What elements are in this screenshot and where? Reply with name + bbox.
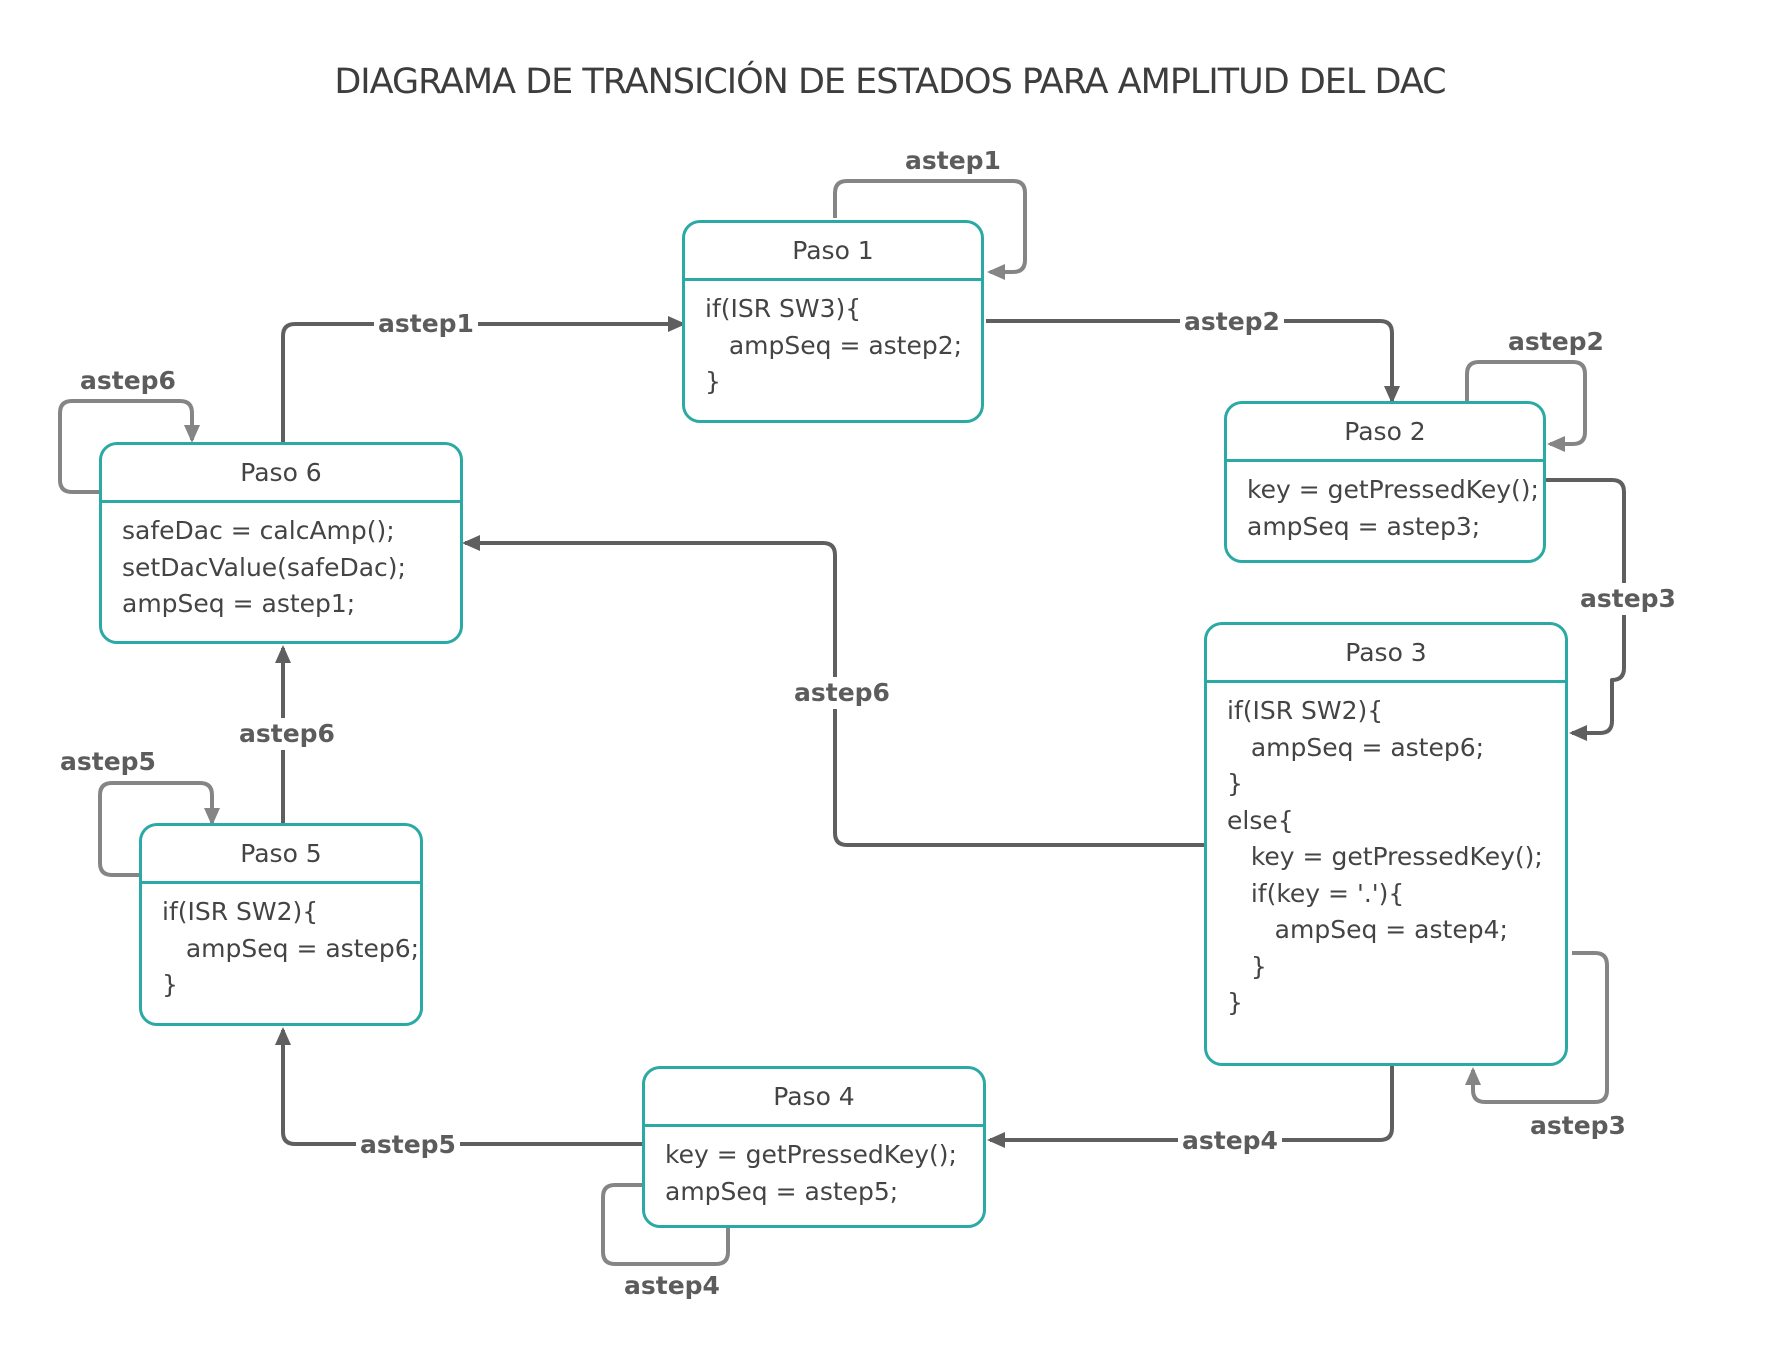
- code-line: }: [1227, 951, 1267, 981]
- label-paso6-to-paso1: astep1: [374, 308, 478, 340]
- code-line: if(ISR SW2){: [1227, 696, 1384, 725]
- code-line: else{: [1227, 805, 1294, 835]
- code-line: key = getPressedKey();: [665, 1140, 957, 1169]
- state-paso-1: [682, 220, 984, 423]
- label-paso1-to-paso2: astep2: [1180, 306, 1284, 338]
- code-line: ampSeq = astep2;: [705, 330, 963, 360]
- code-line: }: [1227, 769, 1243, 798]
- state-paso-4-body: [645, 1127, 983, 1210]
- code-line: }: [705, 367, 721, 396]
- state-paso-1-title: Paso 1: [685, 223, 981, 281]
- code-line: ampSeq = astep4;: [1227, 915, 1508, 944]
- label-paso3-to-paso6: astep6: [790, 677, 894, 709]
- code-line: ampSeq = astep1;: [122, 589, 356, 618]
- state-paso-6-title: Paso 6: [102, 445, 460, 503]
- label-paso5-to-paso6: astep6: [235, 718, 339, 750]
- state-paso-4: [642, 1066, 986, 1228]
- state-paso-3-title: Paso 3: [1207, 625, 1565, 683]
- state-paso-6-body: [102, 503, 460, 623]
- code-line: if(key = '.'){: [1227, 878, 1405, 908]
- state-paso-3: [1204, 622, 1568, 1066]
- label-paso1-self: astep1: [905, 146, 1001, 175]
- code-line: ampSeq = astep5;: [665, 1176, 899, 1206]
- state-paso-2: [1224, 401, 1546, 563]
- label-paso4-to-paso5: astep5: [356, 1129, 460, 1161]
- label-paso2-self: astep2: [1508, 327, 1604, 356]
- state-paso-2-title: Paso 2: [1227, 404, 1543, 462]
- state-paso-6: [99, 442, 463, 644]
- label-paso3-self: astep3: [1530, 1111, 1626, 1140]
- code-line: }: [1227, 988, 1243, 1017]
- state-paso-5: [139, 823, 423, 1026]
- label-paso3-to-paso4: astep4: [1178, 1125, 1282, 1157]
- label-paso6-self: astep6: [80, 366, 176, 395]
- arrow-paso6-to-paso1: [283, 324, 683, 444]
- code-line: if(ISR SW3){: [705, 294, 862, 323]
- state-paso-1-body: [685, 281, 981, 401]
- label-paso4-self: astep4: [624, 1271, 720, 1300]
- state-paso-5-body: [142, 884, 420, 1004]
- code-line: }: [162, 970, 178, 999]
- code-line: ampSeq = astep6;: [162, 933, 420, 963]
- label-paso5-self: astep5: [60, 747, 156, 776]
- code-line: ampSeq = astep6;: [1227, 732, 1485, 762]
- state-paso-2-body: [1227, 462, 1543, 545]
- code-line: safeDac = calcAmp();: [122, 516, 395, 545]
- state-paso-4-title: Paso 4: [645, 1069, 983, 1127]
- code-line: key = getPressedKey();: [1247, 475, 1539, 504]
- page-title: DIAGRAMA DE TRANSICIÓN DE ESTADOS PARA AMPLITUD DEL DAC: [334, 62, 1446, 102]
- code-line: setDacValue(safeDac);: [122, 552, 406, 582]
- code-line: if(ISR SW2){: [162, 897, 319, 926]
- label-paso2-to-paso3: astep3: [1576, 583, 1680, 615]
- state-paso-3-body: [1207, 683, 1565, 1022]
- code-line: ampSeq = astep3;: [1247, 511, 1481, 541]
- arrow-paso4-to-paso5: [283, 1030, 643, 1144]
- state-paso-5-title: Paso 5: [142, 826, 420, 884]
- code-line: key = getPressedKey();: [1227, 842, 1543, 871]
